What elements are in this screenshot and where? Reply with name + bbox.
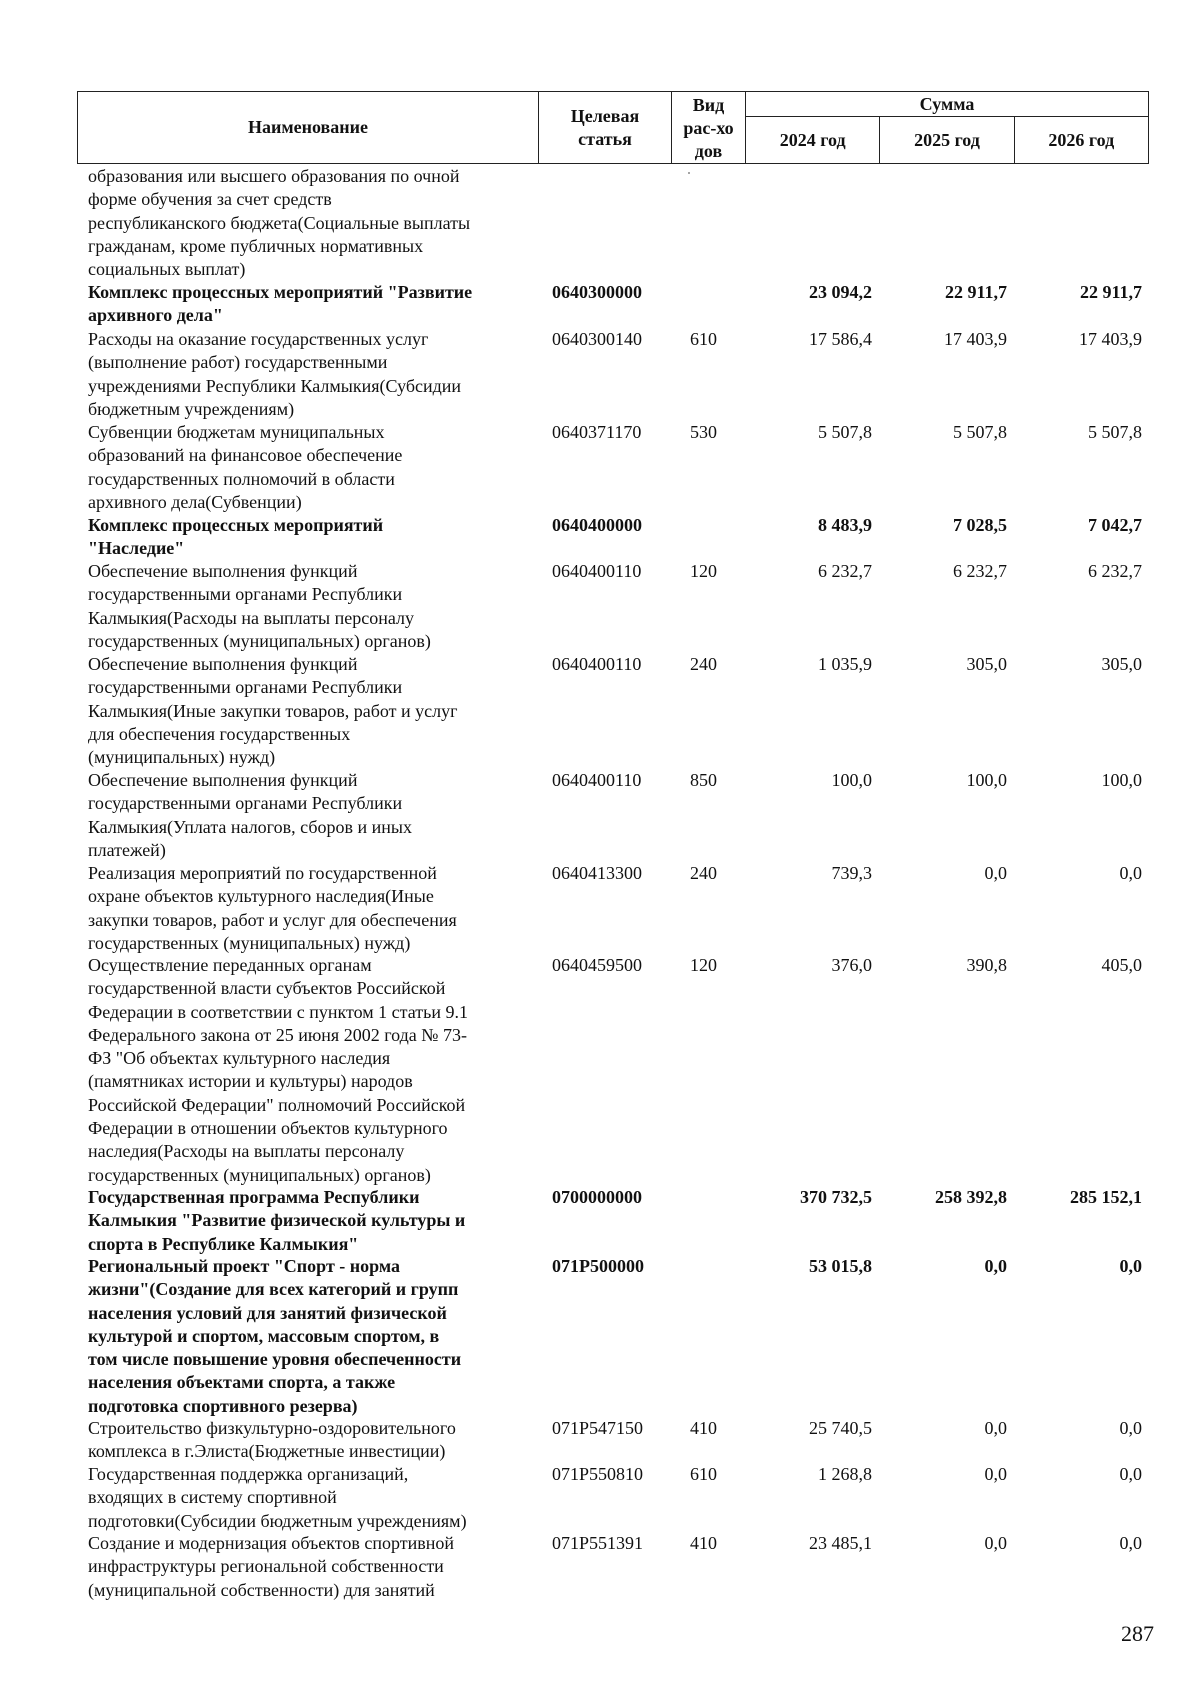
row-sum-2025: 305,0	[966, 654, 1007, 674]
row-name: Субвенции бюджетам муниципальных образований на финансовое обеспечение государственных полномочий в области архивного дела(Субвенции)	[88, 422, 403, 512]
row-vid: 530	[690, 422, 717, 442]
row-name: Государственная поддержка организаций, входящих в систему спортивной подготовки(Субсидии бюджетным учреждениям)	[88, 1464, 467, 1531]
row-article: 0640371170	[552, 422, 642, 442]
row-article: 0700000000	[552, 1187, 642, 1207]
row-vid: 850	[690, 770, 717, 790]
row-sum-2025: 0,0	[984, 1256, 1007, 1276]
row-article: 0640400110	[552, 654, 642, 674]
row-sum-2026: 22 911,7	[1079, 282, 1142, 302]
row-article: 0640413300	[552, 863, 642, 883]
row-name: Обеспечение выполнения функций государственными органами Республики Калмыкия(Иные закупки товаров, работ и услуг для обеспечения государственных (муниципальных) нужд)	[88, 654, 458, 768]
page-number: 287	[1121, 1621, 1154, 1646]
row-sum-2024: 1 268,8	[818, 1464, 872, 1484]
row-sum-2024: 17 586,4	[809, 329, 872, 349]
row-sum-2025: 0,0	[984, 863, 1007, 883]
row-article: 071P551391	[552, 1533, 644, 1553]
row-sum-2024: 5 507,8	[818, 422, 872, 442]
row-article: 0640459500	[552, 955, 642, 975]
row-name: Обеспечение выполнения функций государственными органами Республики Калмыкия(Уплата налогов, сборов и иных платежей)	[88, 770, 412, 860]
row-name: Реализация мероприятий по государственной охране объектов культурного наследия(Иные закупки товаров, работ и услуг для обеспечения государственных (муниципальных) нужд)	[88, 863, 457, 953]
row-sum-2025: 5 507,8	[953, 422, 1007, 442]
row-article: 0640300000	[552, 282, 642, 302]
row-sum-2026: 285 152,1	[1070, 1187, 1142, 1207]
header-vid-bottom: рас-ходов	[683, 118, 734, 161]
row-sum-2026: 100,0	[1101, 770, 1142, 790]
row-name: образования или высшего образования по очной форме обучения за счет средств республиканского бюджета(Социальные выплаты гражданам, кроме публичных нормативных социальных выплат)	[88, 166, 471, 280]
row-vid: 410	[690, 1418, 717, 1438]
row-sum-2025: 6 232,7	[953, 561, 1007, 581]
row-name: Государственная программа Республики Калмыкия "Развитие физической культуры и спорта в Республике Калмыкия"	[88, 1187, 466, 1254]
row-sum-2024: 6 232,7	[818, 561, 872, 581]
row-sum-2026: 0,0	[1119, 863, 1142, 883]
row-sum-2024: 739,3	[831, 863, 872, 883]
row-article: 071P500000	[552, 1256, 644, 1276]
row-article: 071P547150	[552, 1418, 644, 1438]
row-sum-2025: 0,0	[984, 1418, 1007, 1438]
row-sum-2026: 305,0	[1101, 654, 1142, 674]
row-sum-2026: 0,0	[1119, 1464, 1142, 1484]
row-sum-2026: 0,0	[1119, 1256, 1142, 1276]
row-sum-2025: 0,0	[984, 1464, 1007, 1484]
row-sum-2024: 23 485,1	[809, 1533, 872, 1553]
row-sum-2026: 405,0	[1101, 955, 1142, 975]
header-2026: 2026 год	[1014, 117, 1148, 164]
row-vid: 240	[690, 654, 717, 674]
row-name: Комплекс процессных мероприятий "Развитие архивного дела"	[88, 282, 473, 326]
row-article: 0640400000	[552, 515, 642, 535]
header-2024: 2024 год	[746, 117, 880, 164]
row-name: Создание и модернизация объектов спортивной инфраструктуры региональной собственности (муниципальной собственности) для занятий	[88, 1533, 455, 1600]
header-sum: Сумма	[746, 92, 1149, 117]
row-name: Комплекс процессных мероприятий "Наследие"	[88, 515, 384, 559]
row-sum-2024: 25 740,5	[809, 1418, 872, 1438]
row-article: 0640400110	[552, 561, 642, 581]
row-sum-2024: 23 094,2	[809, 282, 872, 302]
row-vid: 610	[690, 329, 717, 349]
row-name: Обеспечение выполнения функций государственными органами Республики Калмыкия(Расходы на выплаты персоналу государственных (муниципальных) органов)	[88, 561, 431, 651]
row-sum-2026: 17 403,9	[1079, 329, 1142, 349]
row-sum-2025: 258 392,8	[935, 1187, 1007, 1207]
row-article: 0640400110	[552, 770, 642, 790]
row-vid: 410	[690, 1533, 717, 1553]
row-article: 071P550810	[552, 1464, 644, 1484]
row-name: Региональный проект "Спорт - норма жизни"(Создание для всех категорий и групп населения условий для занятий физической культурой и спортом, массовым спортом, в том числе повышение уровня обеспеченности населения объектами спорта, а также подготовка спортивного резерва)	[88, 1256, 462, 1416]
row-sum-2026: 6 232,7	[1088, 561, 1142, 581]
row-article: 0640300140	[552, 329, 642, 349]
row-sum-2025: 22 911,7	[944, 282, 1007, 302]
row-sum-2025: 7 028,5	[953, 515, 1007, 535]
row-sum-2025: 100,0	[966, 770, 1007, 790]
row-vid: 240	[690, 863, 717, 883]
row-name: Расходы на оказание государственных услуг (выполнение работ) государственными учреждениями Республики Калмыкия(Субсидии бюджетным учреждениям)	[88, 329, 462, 419]
row-sum-2026: 0,0	[1119, 1533, 1142, 1553]
row-sum-2024: 100,0	[831, 770, 872, 790]
header-name: Наименование	[78, 92, 539, 164]
row-sum-2025: 0,0	[984, 1533, 1007, 1553]
row-name: Строительство физкультурно-оздоровительного комплекса в г.Элиста(Бюджетные инвестиции)	[88, 1418, 456, 1462]
row-vid: 120	[690, 955, 717, 975]
header-2025: 2025 год	[880, 117, 1014, 164]
header-article-text: Целевая статья	[570, 105, 640, 149]
row-sum-2024: 376,0	[831, 955, 872, 975]
header-vid-top: Вид	[692, 95, 725, 115]
row-sum-2024: 1 035,9	[818, 654, 872, 674]
row-sum-2026: 7 042,7	[1088, 515, 1142, 535]
row-sum-2024: 53 015,8	[809, 1256, 872, 1276]
row-sum-2024: 8 483,9	[818, 515, 872, 535]
row-vid: 120	[690, 561, 717, 581]
row-sum-2025: 390,8	[966, 955, 1007, 975]
row-name: Осуществление переданных органам государственной власти субъектов Российской Федерации в соответствии с пунктом 1 статьи 9.1 Федерального закона от 25 июня 2002 года № 73- ФЗ "Об объектах культурного наследия (памятниках истории и культуры) народов Российской Федерации" полномочий Российской Федерации в отношении объектов культурного наследия(Расходы на выплаты персоналу государственных (муниципальных) органов)	[88, 955, 468, 1185]
row-vid: 610	[690, 1464, 717, 1484]
row-sum-2026: 0,0	[1119, 1418, 1142, 1438]
row-sum-2024: 370 732,5	[800, 1187, 872, 1207]
row-sum-2025: 17 403,9	[944, 329, 1007, 349]
row-sum-2026: 5 507,8	[1088, 422, 1142, 442]
